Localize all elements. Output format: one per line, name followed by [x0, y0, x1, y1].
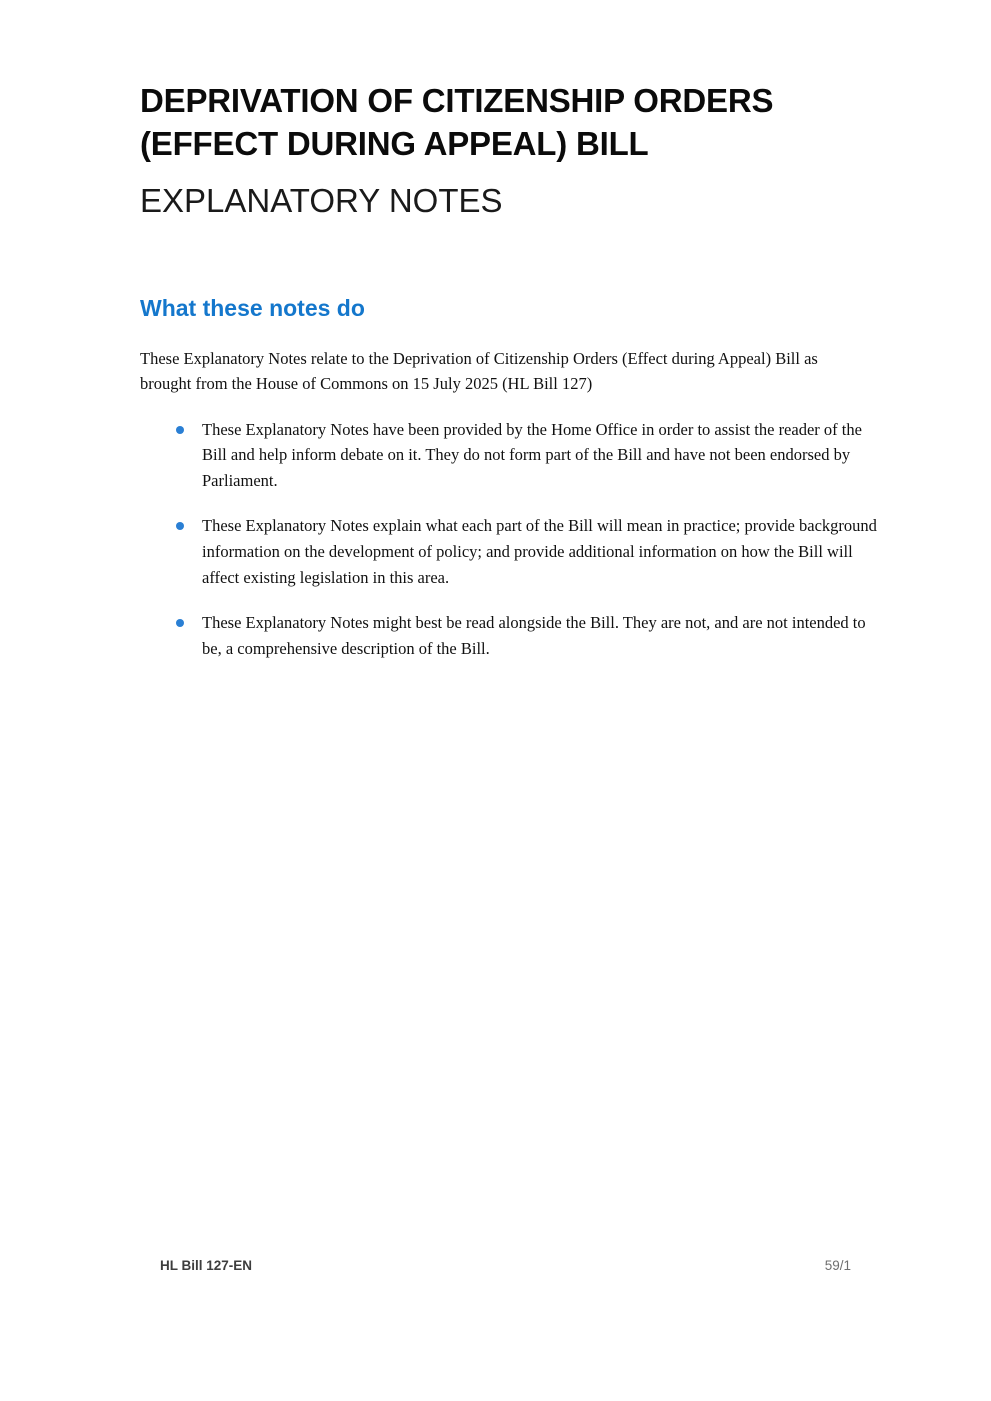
bullet-list — [140, 417, 880, 662]
page-title-line-2: (EFFECT DURING APPEAL) BILL — [140, 124, 649, 162]
intro-paragraph: These Explanatory Notes relate to the Deprivation of Citizenship Orders (Effect during Appeal) Bill as brought from the House of Commons on 15 July 2025 (HL Bill 127) — [140, 348, 818, 394]
bullet-dot-icon — [176, 522, 184, 530]
list-item-text: These Explanatory Notes have been provided by the Home Office in order to assist the reader of the Bill and help inform debate on it. They do not form part of the Bill and have not been endorsed by Parliament. — [202, 419, 862, 490]
footer-bill-reference: HL Bill 127-EN — [160, 1258, 253, 1273]
page-title-line-1: DEPRIVATION OF CITIZENSHIP ORDERS — [140, 82, 774, 119]
page-footer — [160, 1258, 851, 1278]
section-heading-what-these-notes-do: What these notes do — [140, 294, 365, 321]
page-title — [140, 80, 880, 166]
list-item — [140, 417, 880, 494]
bullet-dot-icon — [176, 426, 184, 434]
bullet-dot-icon — [176, 619, 184, 627]
footer-page-number: 59/1 — [824, 1258, 851, 1273]
list-item-text: These Explanatory Notes explain what each part of the Bill will mean in practice; provide background information on the development of policy; and provide additional information on how the Bill will affect existing legislation in this area. — [202, 516, 877, 587]
list-item — [140, 610, 880, 661]
document-body — [140, 80, 880, 681]
page-subtitle: EXPLANATORY NOTES — [140, 181, 503, 219]
list-item-text: These Explanatory Notes might best be read alongside the Bill. They are not, and are not intended to be, a comprehensive description of the Bill. — [202, 613, 866, 658]
list-item — [140, 513, 880, 590]
